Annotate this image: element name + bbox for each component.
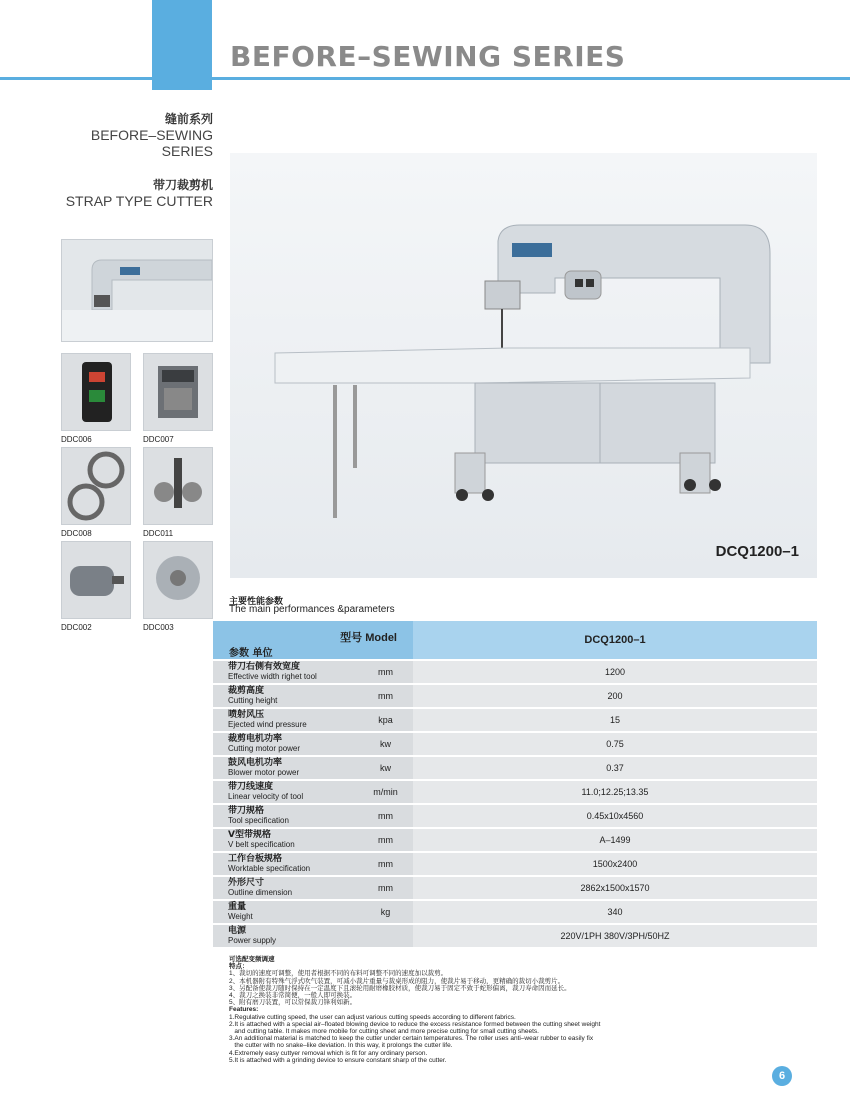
param-name-cell bbox=[213, 733, 358, 755]
feature-en-item: 5.It is attached with a grinding device to ensure constant sharp of the cutter. bbox=[229, 1056, 447, 1064]
param-name-cn: 带刀规格 bbox=[228, 806, 265, 816]
table-row bbox=[213, 853, 817, 875]
param-value: 1500x2400 bbox=[413, 853, 817, 875]
table-row bbox=[213, 901, 817, 923]
param-value: 0.37 bbox=[413, 757, 817, 779]
param-name-cell bbox=[213, 709, 358, 731]
param-value: 11.0;12.25;13.35 bbox=[413, 781, 817, 803]
param-unit: kw bbox=[358, 757, 413, 779]
thumb-label: DDC002 bbox=[61, 623, 92, 632]
table-row bbox=[213, 805, 817, 827]
feature-cn-item: 2、本机器附有特殊气浮式吹气装置，可减小裁片重量与裁桌形成的阻力，使裁片易于移动，更精确的裁切小裁剪片。 bbox=[229, 977, 565, 985]
param-value: 0.75 bbox=[413, 733, 817, 755]
param-name-cn: 喷射风压 bbox=[228, 710, 265, 720]
param-name-cell bbox=[213, 853, 358, 875]
param-name-en: Blower motor power bbox=[228, 768, 300, 777]
param-name-cn: 带刀线速度 bbox=[228, 782, 274, 792]
header-param-unit: 参数 单位 bbox=[229, 648, 273, 659]
hero-model-label: DCQ1200–1 bbox=[715, 543, 799, 560]
thumb-label: DDC006 bbox=[61, 435, 92, 444]
thumb-label: DDC011 bbox=[143, 529, 174, 538]
product-cn: 带刀裁剪机 bbox=[152, 178, 213, 192]
param-name-en: V belt specification bbox=[228, 840, 295, 849]
page-number: 6 bbox=[772, 1066, 792, 1086]
params-title-en: The main performances &parameters bbox=[229, 604, 395, 615]
header-model: 型号 Model bbox=[340, 632, 397, 644]
inverter-image bbox=[143, 353, 213, 431]
param-name-cn: 裁剪高度 bbox=[228, 686, 265, 696]
param-name-cell bbox=[213, 901, 358, 923]
series-heading bbox=[13, 110, 213, 159]
param-name-cn: V型带规格 bbox=[228, 830, 271, 840]
feature-cn-item: 3、另配备使裁刀随时保持在一定温度下且滚轮用耐磨橡胶材质，使裁刀易于固定不致于蛇形偏离，裁刀寿命因而延长。 bbox=[229, 984, 571, 992]
param-name-cell bbox=[213, 781, 358, 803]
feature-cn-item: 5、附有磨刀装置，可以常保裁刀锋利如新。 bbox=[229, 999, 357, 1007]
features-en-list bbox=[229, 1014, 749, 1064]
param-value: A–1499 bbox=[413, 829, 817, 851]
feature-en-item: 3.An additional material is matched to keep the cutter under certain temperatures. The roller uses anti–wear rubber to easily fix bbox=[229, 1035, 594, 1043]
thumb-label: DDC007 bbox=[143, 435, 174, 444]
table-row bbox=[213, 685, 817, 707]
machine-hero-image bbox=[230, 153, 817, 578]
param-value: 340 bbox=[413, 901, 817, 923]
param-name-en: Tool specification bbox=[228, 816, 289, 825]
machine-closeup-image bbox=[61, 239, 213, 342]
parameters-table bbox=[213, 619, 817, 949]
feature-en-item: 1.Regulative cutting speed, the user can adjust various cutting speeds according to different fabrics. bbox=[229, 1013, 516, 1021]
motor-image bbox=[61, 541, 131, 619]
param-value: 15 bbox=[413, 709, 817, 731]
param-name-en: Weight bbox=[228, 912, 253, 921]
param-unit: mm bbox=[358, 805, 413, 827]
table-row bbox=[213, 829, 817, 851]
param-unit: mm bbox=[358, 685, 413, 707]
table-header-left bbox=[213, 621, 413, 659]
param-name-cn: 外形尺寸 bbox=[228, 878, 265, 888]
param-name-en: Outline dimension bbox=[228, 888, 293, 897]
features-en-title: Features: bbox=[229, 1006, 259, 1014]
strap-cutter-illustration bbox=[230, 153, 817, 578]
param-value: 1200 bbox=[413, 661, 817, 683]
blower-image bbox=[143, 541, 213, 619]
param-name-cn: 工作台板规格 bbox=[228, 854, 283, 864]
param-unit: mm bbox=[358, 853, 413, 875]
param-name-en: Effective width righet tool bbox=[228, 672, 317, 681]
feature-notes bbox=[229, 956, 749, 1064]
feature-cn-item: 1、裁切的速度可调整，使用者根据不同的布料可调整不同的速度加以裁剪。 bbox=[229, 970, 448, 978]
table-row bbox=[213, 877, 817, 899]
param-unit: m/min bbox=[358, 781, 413, 803]
param-name-cell bbox=[213, 829, 358, 851]
param-name-cell bbox=[213, 805, 358, 827]
series-en-2: SERIES bbox=[161, 143, 213, 159]
param-value: 0.45x10x4560 bbox=[413, 805, 817, 827]
param-name-cn: 重量 bbox=[228, 902, 247, 912]
switch-box-image bbox=[61, 353, 131, 431]
page-title: BEFORE–SEWING SERIES bbox=[230, 40, 626, 73]
table-row bbox=[213, 661, 817, 683]
param-name-cell bbox=[213, 877, 358, 899]
series-cn: 缝前系列 bbox=[164, 112, 213, 126]
table-row bbox=[213, 733, 817, 755]
param-unit bbox=[358, 925, 413, 947]
param-name-en: Cutting motor power bbox=[228, 744, 301, 753]
table-row bbox=[213, 925, 817, 947]
product-en: STRAP TYPE CUTTER bbox=[65, 193, 213, 209]
thumb-label: DDC003 bbox=[143, 623, 174, 632]
param-name-cn: 电源 bbox=[228, 926, 247, 936]
params-title-cn: 主要性能参数 bbox=[229, 596, 284, 606]
param-name-cn: 裁剪电机功率 bbox=[228, 734, 283, 744]
param-value: 220V/1PH 380V/3PH/50HZ bbox=[413, 925, 817, 947]
param-name-cell bbox=[213, 661, 358, 683]
param-value: 2862x1500x1570 bbox=[413, 877, 817, 899]
param-name-cell bbox=[213, 925, 358, 947]
feature-cn-item: 4、裁刀之换装非常简便，一般人即可换装。 bbox=[229, 992, 357, 1000]
optional-note: 可选配变频调速 bbox=[229, 956, 275, 963]
param-name-en: Ejected wind pressure bbox=[228, 720, 307, 729]
product-heading bbox=[13, 176, 213, 209]
features-cn-list bbox=[229, 970, 749, 1006]
param-name-cn: 带刀右侧有效宽度 bbox=[228, 662, 301, 672]
param-name-cell bbox=[213, 757, 358, 779]
feature-en-item: 4.Extremely easy cuttyer removal which is fit for any ordinary person. bbox=[229, 1049, 428, 1057]
handwheel-image bbox=[61, 447, 131, 525]
feature-en-item: the cutter with no snake–like deviation. In this way, it prolongs the cutter life. bbox=[229, 1042, 453, 1050]
table-row bbox=[213, 781, 817, 803]
param-name-cell bbox=[213, 685, 358, 707]
series-en-1: BEFORE–SEWING bbox=[90, 127, 213, 143]
param-unit: mm bbox=[358, 829, 413, 851]
param-unit: mm bbox=[358, 877, 413, 899]
param-name-en: Linear velocity of tool bbox=[228, 792, 304, 801]
param-unit: kpa bbox=[358, 709, 413, 731]
param-name-en: Cutting height bbox=[228, 696, 278, 705]
feature-en-item: 2.It is attached with a special air–floated blowing device to reduce the excess resistance formed between the cutting sheet weight bbox=[229, 1020, 601, 1028]
table-row bbox=[213, 709, 817, 731]
features-cn-title: 特点： bbox=[229, 963, 249, 971]
grinder-image bbox=[143, 447, 213, 525]
param-name-en: Worktable specification bbox=[228, 864, 311, 873]
thumb-label: DDC008 bbox=[61, 529, 92, 538]
param-name-cn: 鼓风电机功率 bbox=[228, 758, 283, 768]
param-unit: kg bbox=[358, 901, 413, 923]
feature-en-item: and cutting table. It makes more mobile for cutting sheet and more precise cutting for small cutting sheets. bbox=[229, 1028, 539, 1036]
param-unit: mm bbox=[358, 661, 413, 683]
param-name-en: Power supply bbox=[228, 936, 277, 945]
header-rule bbox=[0, 77, 850, 80]
table-row bbox=[213, 757, 817, 779]
param-value: 200 bbox=[413, 685, 817, 707]
header-model-value: DCQ1200–1 bbox=[413, 621, 817, 659]
param-unit: kw bbox=[358, 733, 413, 755]
